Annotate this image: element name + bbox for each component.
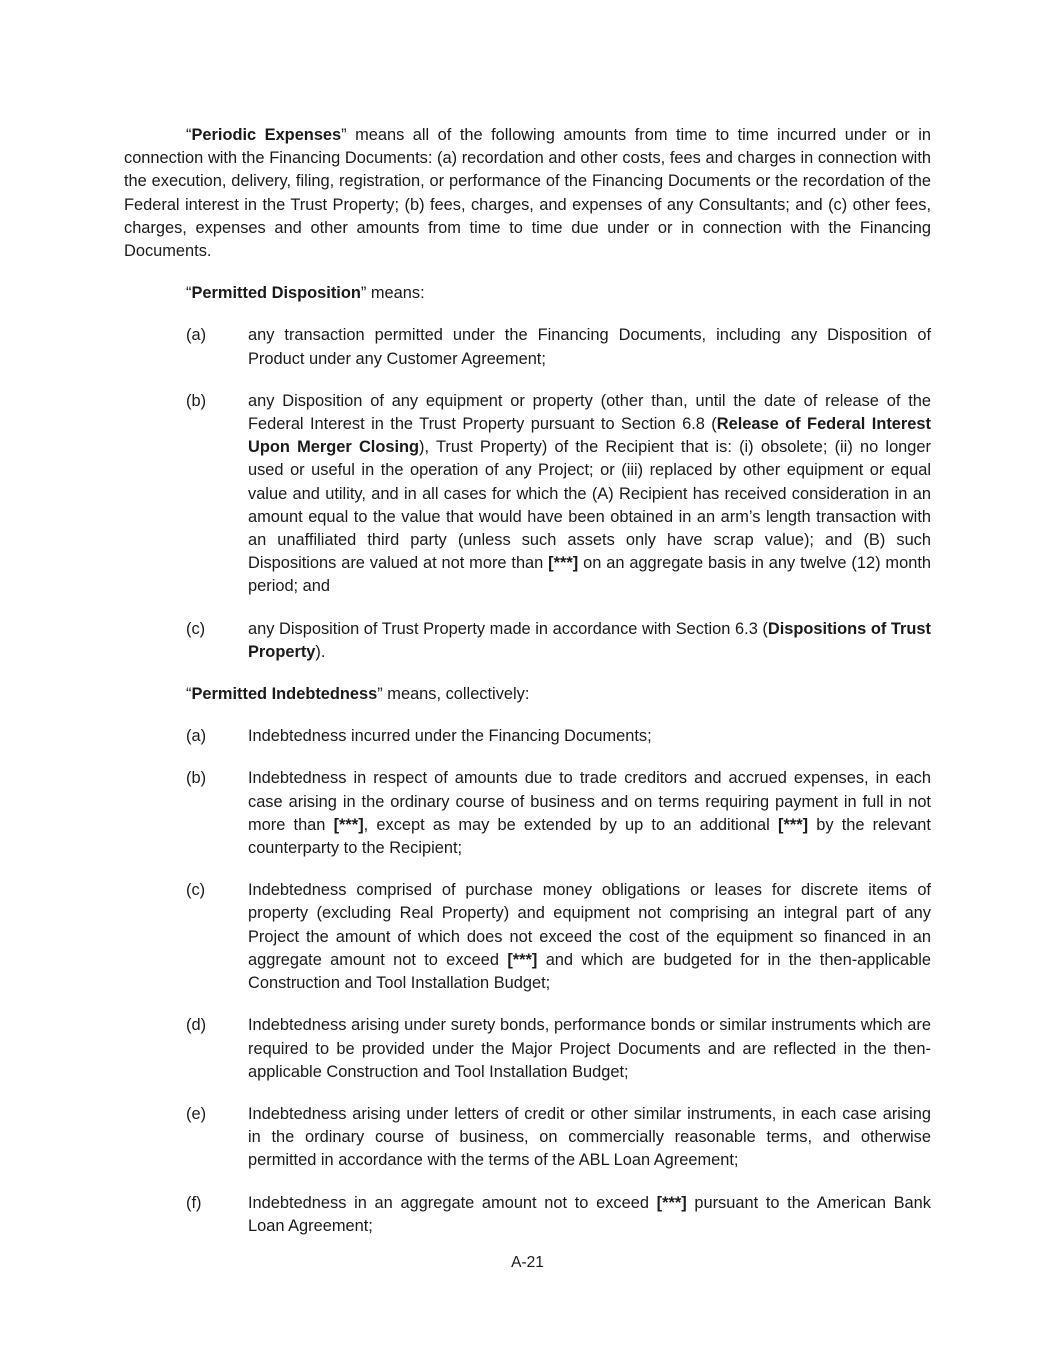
- definition-periodic-expenses: [124, 124, 931, 263]
- item-text-part: on an aggregate basis in any twelve (12) month period; and: [248, 554, 931, 596]
- item-text-part: , except as may be extended by up to an additional: [363, 815, 778, 834]
- list-item: [124, 618, 931, 664]
- item-bold-part: [***]: [656, 1193, 687, 1212]
- item-bold-part: [***]: [333, 815, 364, 834]
- item-label: (c): [186, 619, 206, 638]
- list-item: [124, 1192, 931, 1238]
- item-text-part: ), Trust Property) of the Recipient that is: (i) obsolete; (ii) no longer used or useful in the operation of any Project; or (iii) replaced by other equipment or equal value and utility, and in all cases for which the (A) Recipient has received consideration in an amount equal to the value that would have been obtained in an arm’s length transaction with an unaffiliated third party (unless such assets only have scrap value); and (B) such Dispositions are valued at not more than: [248, 438, 931, 573]
- item-text: [248, 618, 931, 664]
- item-bold-part: Release of Federal Interest Upon Merger Closing: [248, 415, 931, 457]
- item-label: (c): [186, 881, 206, 900]
- open-quote: “: [186, 685, 192, 704]
- item-label: (e): [186, 1104, 207, 1123]
- definition-permitted-disposition: [124, 282, 931, 305]
- item-text: [248, 879, 931, 995]
- item-bold-part: [***]: [507, 950, 538, 969]
- item-bold-part: Dispositions of Trust Property: [248, 619, 931, 661]
- item-text: any transaction permitted under the Financing Documents, including any Disposition of Product under any Customer Agreement;: [248, 326, 931, 368]
- list-item: [124, 1014, 931, 1084]
- item-text-part: and which are budgeted for in the then-applicable Construction and Tool Installation Budget;: [248, 950, 931, 993]
- item-text-part: pursuant to the American Bank Loan Agreement;: [248, 1193, 931, 1235]
- item-text: Indebtedness arising under surety bonds, performance bonds or similar instruments which are required to be provided under the Major Project Documents and are reflected in the then-applicable Construction and Tool Installation Budget;: [248, 1016, 931, 1081]
- item-text: [248, 390, 931, 599]
- list-item: [124, 390, 931, 599]
- defined-term: Periodic Expenses: [191, 126, 342, 144]
- item-label: (a): [186, 326, 207, 345]
- item-bold-part: [***]: [548, 554, 579, 573]
- item-label: (b): [186, 391, 207, 410]
- item-text: Indebtedness incurred under the Financing Documents;: [248, 727, 652, 746]
- item-text-part: Indebtedness comprised of purchase money obligations or leases for discrete items of property (excluding Real Property) and equipment not comprising an integral part of any Project the amount of which does not exceed the cost of the equipment so financed in an aggregate amount not to exceed: [248, 881, 931, 969]
- item-text-part: any Disposition of any equipment or property (other than, until the date of release of the Federal Interest in the Trust Property pursuant to Section 6.8 (: [248, 391, 931, 434]
- item-label: (d): [186, 1016, 207, 1035]
- item-text-part: ).: [315, 642, 326, 661]
- item-text-part: Indebtedness in respect of amounts due to trade creditors and accrued expenses, in each case arising in the ordinary course of business and on terms requiring payment in full in not more than: [248, 769, 931, 834]
- defined-term: Permitted Disposition: [191, 284, 361, 303]
- definition-text: ” means:: [360, 284, 425, 303]
- item-label: (a): [186, 727, 207, 746]
- open-quote: “: [186, 284, 192, 303]
- list-item: [124, 767, 931, 860]
- item-label: (b): [186, 769, 207, 788]
- item-text: Indebtedness arising under letters of credit or other similar instruments, in each case arising in the ordinary course of business, on commercially reasonable terms, and otherwise permitted in accordance with the terms of the ABL Loan Agreement;: [248, 1104, 931, 1170]
- item-text: [248, 767, 931, 860]
- definition-text: ” means, collectively:: [377, 685, 530, 704]
- list-item: [124, 324, 931, 370]
- item-text: [248, 1192, 931, 1238]
- list-item: [124, 1103, 931, 1173]
- item-text-part: any Disposition of Trust Property made in accordance with Section 6.3 (: [248, 619, 768, 638]
- item-label: (f): [186, 1193, 202, 1212]
- item-bold-part: [***]: [777, 815, 809, 834]
- defined-term: Permitted Indebtedness: [191, 685, 378, 704]
- definition-permitted-indebtedness: [124, 683, 931, 706]
- item-text-part: Indebtedness in an aggregate amount not to exceed: [248, 1193, 657, 1212]
- list-item: [124, 725, 931, 748]
- document-page: [124, 124, 931, 1238]
- list-item: [124, 879, 931, 995]
- definition-text: ” means all of the following amounts from time to time incurred under or in connection with the Financing Documents: (a) recordation and other costs, fees and charges in connection with the execution, delivery, filing, registration, or performance of the Financing Documents or the recordation of the Federal interest in the Trust Property; (b) fees, charges, and expenses of any Consultants; and (c) other fees, charges, expenses and other amounts from time to time due under or in connection with the Financing Documents.: [124, 126, 931, 261]
- item-text-part: by the relevant counterparty to the Recipient;: [248, 815, 931, 858]
- open-quote: “: [186, 126, 192, 144]
- page-number: A-21: [511, 1254, 544, 1271]
